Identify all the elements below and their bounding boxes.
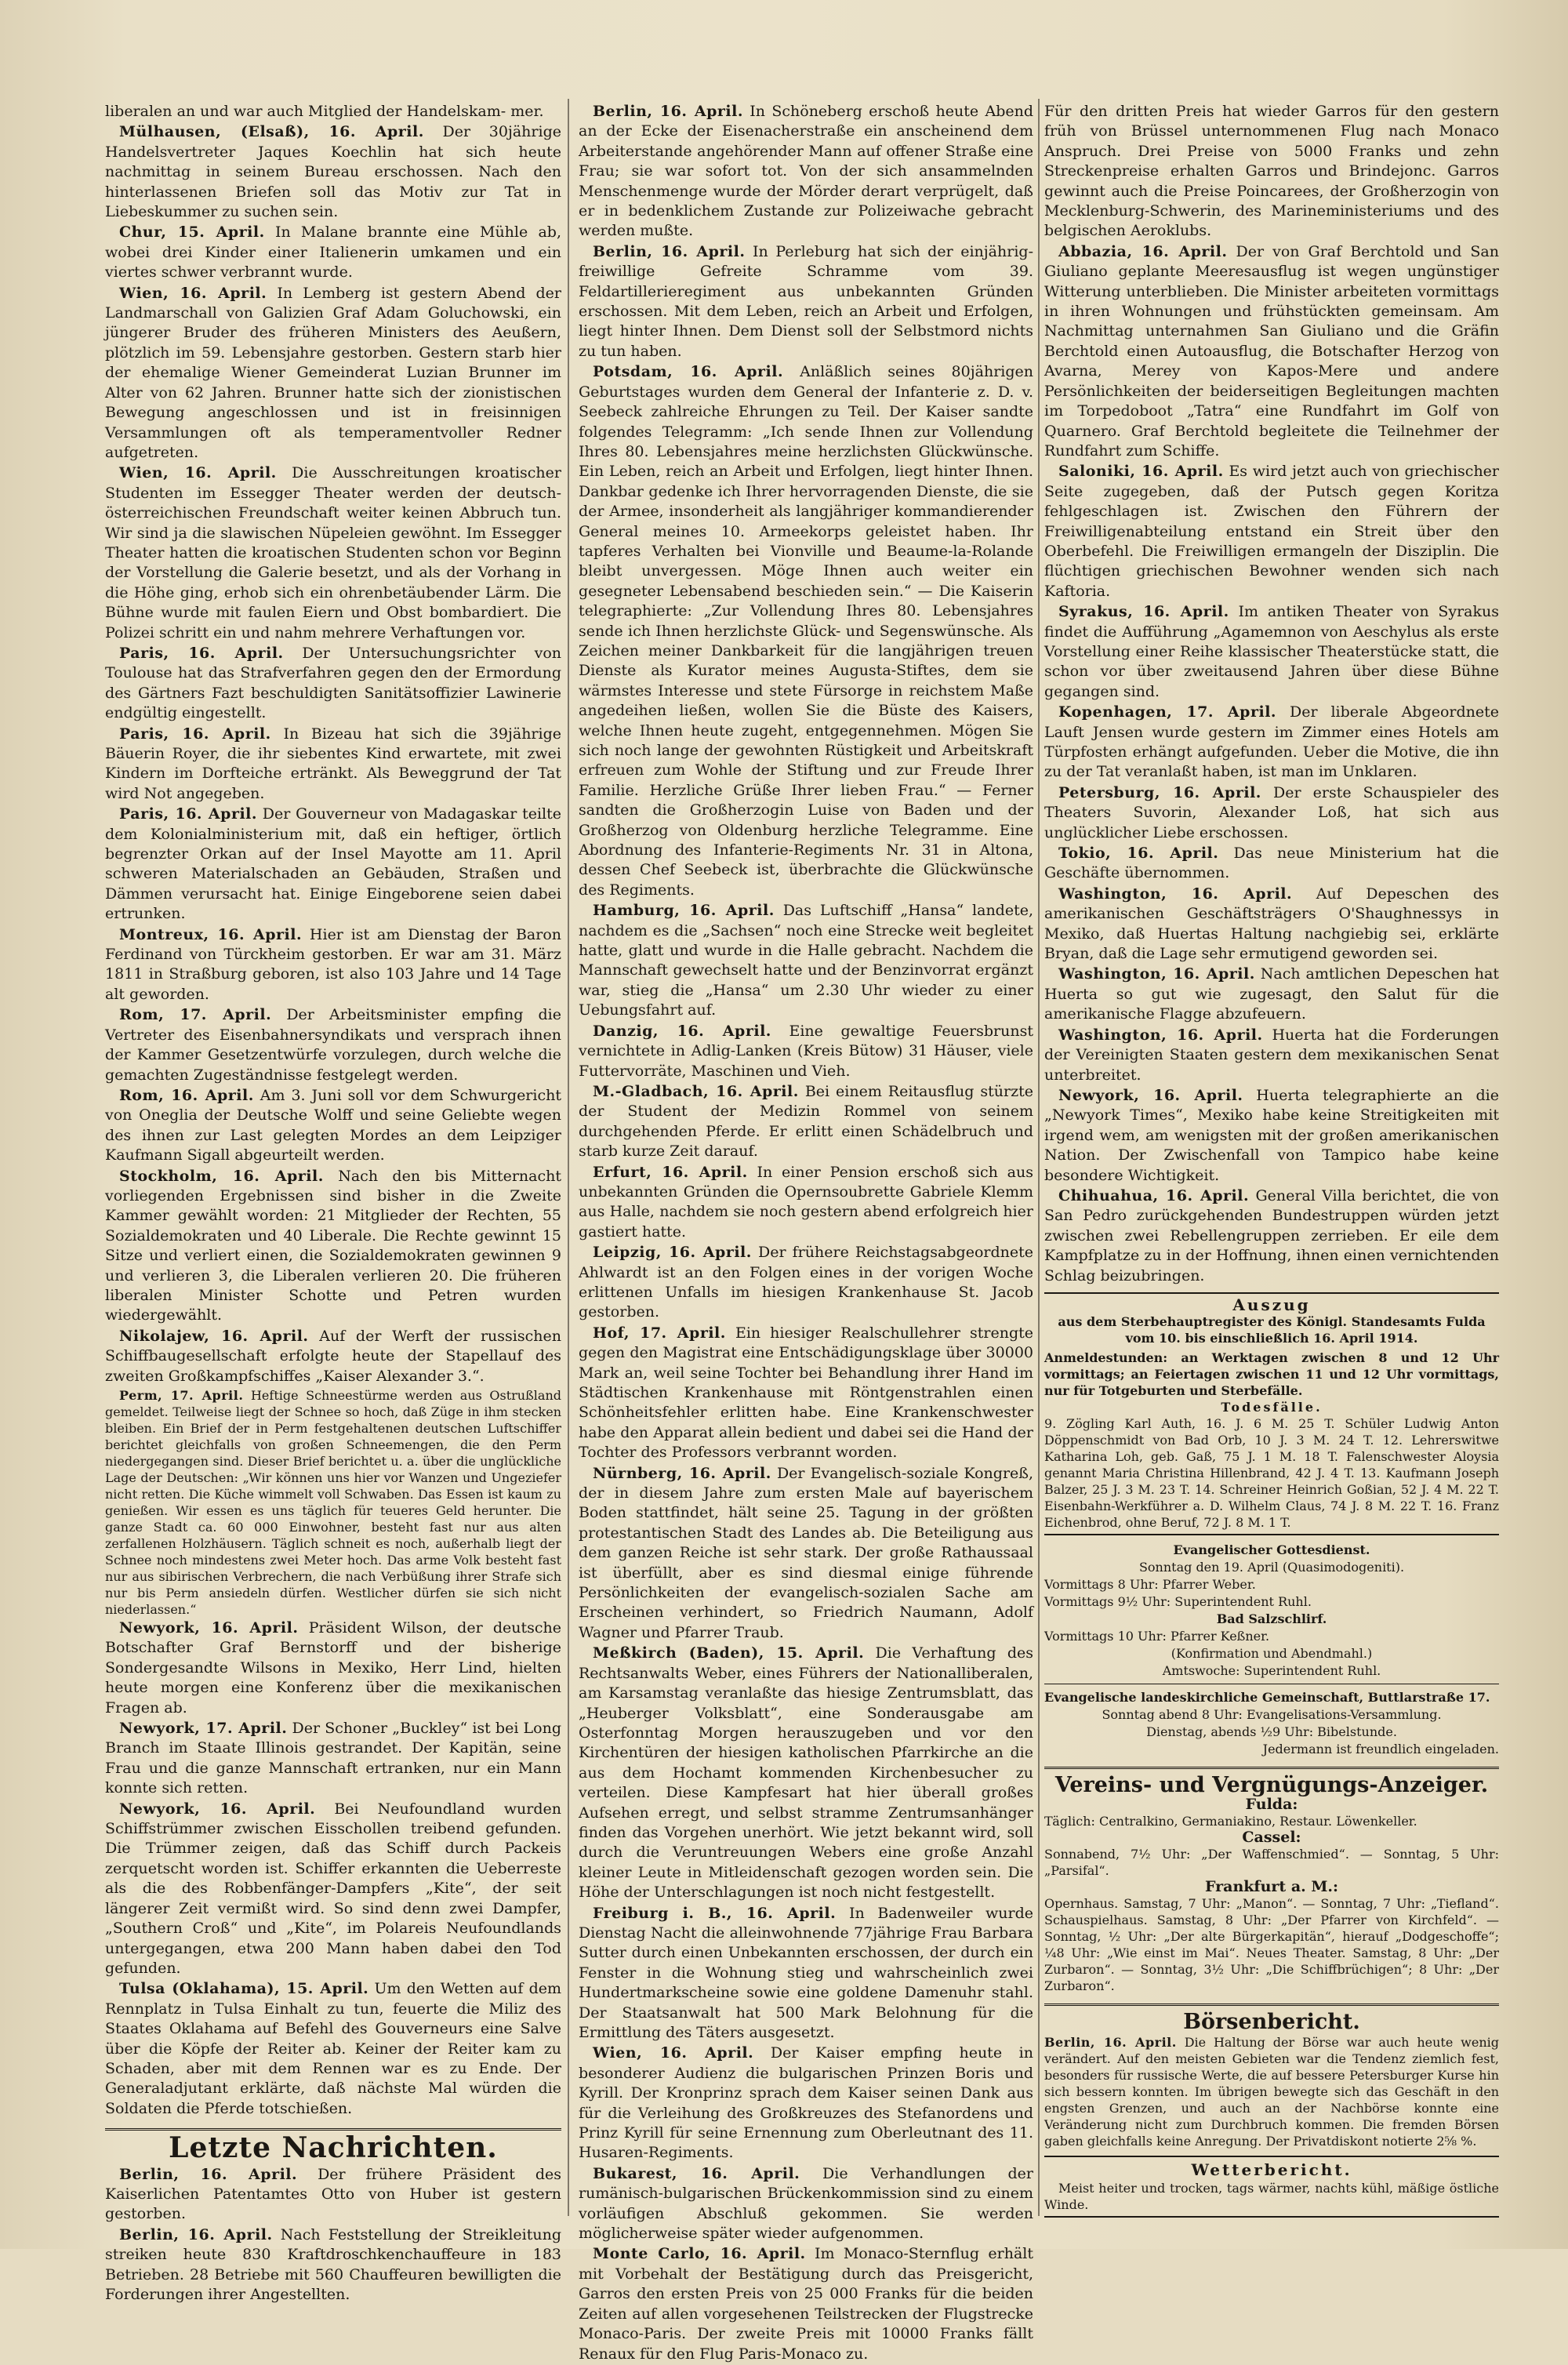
listing: Sonnabend, 7½ Uhr: „Der Waffenschmied“. — Sonntag, 5 Uhr: „Parsifal“. <box>1044 1847 1499 1879</box>
weather-heading: Wetterbericht. <box>1191 2160 1352 2179</box>
article: Hamburg, 16. April. Das Luftschiff „Hansa“ landete, nachdem es die „Sachsen“ noch eine Strecke weit begleitet hatte, glatt und wurde in die Halle gebracht. Nachdem die Mannschaft gewechselt hatte und der Benzinvorrat ergänzt war, stieg die „Hansa“ um 2.30 Uhr wieder zu einer Uebungsfahrt auf. <box>579 902 1033 1019</box>
article: Saloniki, 16. April. Es wird jetzt auch von griechischer Seite zugegeben, daß der Putsch gegen Koritza fehlgeschlagen ist. Zwischen den Führern der Freiwilligenabteilung entstand ein Streit über den Oberbefehl. Die Freiwilligen ermangeln der Disziplin. Die flüchtigen griechischen Bewohner wenden sich nach Kaftoria. <box>1044 463 1500 600</box>
article: Leipzig, 16. April. Der frühere Reichstagsabgeordnete Ahlwardt ist an den Folgen eines in der vorigen Woche erlittenen Unfalls im hiesigen Krankenhause St. Jacob gestorben. <box>579 1244 1033 1321</box>
city-heading: Frankfurt a. M.: <box>1204 1878 1339 1896</box>
article: Rom, 17. April. Der Arbeitsminister empfing die Vertreter des Eisenbahnersyndikats und versprach ihnen der Kammer Gesetzentwürfe vorzulegen, durch welche die gemachten Zugeständnisse festgelegt werden. <box>105 1006 561 1084</box>
section-heading: Letzte Nachrichten. <box>169 2131 498 2165</box>
death-register <box>1044 1292 1499 1535</box>
article: M.-Gladbach, 16. April. Bei einem Reitausflug stürzte der Student der Medizin Rommel von seinem durchgehenden Pferde. Er erlitt einen Schädelbruch und starb kurze Zeit darauf. <box>579 1082 1033 1161</box>
article: Tulsa (Oklahama), 15. April. Um den Wetten auf dem Rennplatz in Tulsa Einhalt zu tun, feuerte die Miliz des Staates Oklahama auf Befehl des Gouverneurs eine Salve über die Köpfe der Reiter ab. Keiner der Reiter kam zu Schaden, aber mit dem Rennen war es zu Ende. Der Generaladjutant erklärte, daß nächste Mal würden die Soldaten die Pferde totschießen. <box>105 1980 561 2117</box>
article: Nürnberg, 16. April. Der Evangelisch-soziale Kongreß, der in diesem Jahre zum ersten Male auf bayerischem Boden stattfindet, hält seine 25. Tagung in der größten protestantischen Stadt des Landes ab. Die Beteiligung aus dem ganzen Reiche ist sehr stark. Der große Rathaussaal ist überfüllt, aber es sind diesmal einige führende Persönlichkeiten der evangelisch-sozialen Sache am Erscheinen verhindert, so Friedrich Naumann, Adolf Wagner und Pfarrer Traub. <box>579 1464 1034 1641</box>
article: Meßkirch (Baden), 15. April. Die Verhaftung des Rechtsanwalts Weber, eines Führers der Nationalliberalen, am Karsamstag veranlaßte das hiesige Zentrumsblatt, das „Heuberger Volksblatt“, eine Sonderausgabe am Osterfonntag Morgen herauszugeben und vor den Kirchentüren der hiesigen katholischen Pfarrkirche an die aus dem Hochamt kommenden Kirchenbesucher zu verteilen. Diese Kampfesart hat hier überall großes Aufsehen erregt, und selbst stramme Zentrumsanhänger finden das Vorgehen unerhört. Wie jetzt bekannt wird, soll durch die Veruntreuungen Webers eine große Anzahl kleiner Leute in Mitleidenschaft gezogen worden sein. Die Höhe der Unterschlagungen ist noch nicht festgestellt. <box>579 1644 1033 1902</box>
register-subtitle: vom 10. bis einschließlich 16. April 1914. <box>1125 1330 1418 1346</box>
article: Hof, 17. April. Ein hiesiger Realschullehrer strengte gegen den Magistrat eine Entschädigungsklage über 30000 Mark an, weil seine Tochter bei Behandlung ihrer Hand im Städtischen Krankenhause mit Röntgenstrahlen einen Schönheitsfehler erlitten habe. Eine Krankenschwester habe den Apparat allein bedient und dabei sei die Hand der Tochter des Professors verbrannt worden. <box>579 1324 1034 1462</box>
article: Kopenhagen, 17. April. Der liberale Abgeordnete Lauft Jensen wurde gestern im Zimmer eines Hotels am Türpfosten erhängt aufgefunden. Ueber die Motive, die ihn zu der Tat veranlaßt haben, ist man im Unklaren. <box>1044 703 1500 781</box>
church-heading: Evangelischer Gottesdienst. <box>1173 1542 1370 1557</box>
article: Newyork, 16. April. Huerta telegraphierte an die „Newyork Times“, Mexiko habe keine Streitigkeiten mit irgend wem, am wenigsten mit der großen amerikanischen Nation. Der Zwischenfall von Tampico habe keine besondere Wichtigkeit. <box>1044 1086 1500 1184</box>
article: Wien, 16. April. In Lemberg ist gestern Abend der Landmarschall von Galizien Graf Adam Goluchowski, ein jüngerer Bruder des früheren Ministers des Aeußern, plötzlich im 59. Lebensjahre gestorben. Gestern starb hier der ehemalige Wiener Gemeinderat Luzian Brunner im Alter von 62 Jahren. Brunner hatte sich der zionistischen Bewegung angeschlossen und ist in freisinnigen Versammlungen oft als temperamentvoller Redner aufgetreten. <box>105 284 561 461</box>
article: Danzig, 16. April. Eine gewaltige Feuersbrunst vernichtete in Adlig-Lanken (Kreis Bütow) 31 Häuser, viele Futtervorräte, Maschinen und Vieh. <box>579 1022 1033 1080</box>
article: Abbazia, 16. April. Der von Graf Berchtold und San Giuliano geplante Meeresausflug ist wegen ungünstiger Witterung unterblieben. Die Minister arbeiteten vormittags in ihren Wohnungen und frühstückten gemeinsam. Am Nachmittag unternahmen San Giuliano und die Gräfin Berchtold einen Autoausflug, die Botschafter Herzog von Avarna, Merey von Kapos-Mere und andere Persönlichkeiten der beiderseitigen Begleitungen machten im Torpedoboot „Tatra“ eine Rundfahrt im Golf von Quarnero. Graf Berchtold begleitete die Teilnehmer der Rundfahrt zum Schiffe. <box>1044 242 1499 460</box>
section-rule <box>105 2128 561 2131</box>
weather-text: Meist heiter und trocken, tags wärmer, nachts kühl, mäßige östliche Winde. <box>1044 2181 1499 2213</box>
article: Erfurt, 16. April. In einer Pension erschoß sich aus unbekannten Gründen die Opernsoubrette Gabriele Klemm aus Halle, nachdem sie noch gestern abend erfolgreich hier gastiert hatte. <box>579 1163 1033 1241</box>
stock-report <box>1044 2034 1499 2149</box>
register-note: Anmeldestunden: an Werktagen zwischen 8 und 12 Uhr vormittags; an Feiertagen zwischen 11 und 12 Uhr vormittags, nur für Totgeburten und Sterbefälle. <box>1044 1350 1499 1398</box>
article: Newyork, 16. April. Bei Neufoundland wurden Schiffstrümmer zwischen Eisschollen treibend gefunden. Die Trümmer zeigen, daß das Schiff durch Packeis zerquetscht worden ist. Schiffer erkannten die Ueberreste als die des Robbenfänger-Dampfers „Kite“, der seit längerer Zeit vermißt wird. So sind denn zwei Dampfer, „Southern Croß“ und „Kite“, im Polareis Neufoundlands untergegangen, etwa 200 Mann haben dabei den Tod gefunden. <box>105 1800 561 1977</box>
church-line: Dienstag, abends ½9 Uhr: Bibelstunde. <box>1146 1724 1397 1739</box>
register-list: 9. Zögling Karl Auth, 16. J. 6 M. 25 T. Schüler Ludwig Anton Döppenschmidt von Bad Orb, 10 J. 3 M. 24 T. 12. Lehrerswitwe Katharina Loh, geb. Gaß, 75 J. 1 M. 18 T. Falenschwester Aloysia genannt Maria Christina Hillenbrand, 42 J. 4 T. 13. Kaufmann Joseph Balzer, 25 J. 3 M. 23 T. 14. Schreiner Heinrich Goßian, 52 J. 4 M. 22 T. Eisenbahn-Werkführer a. D. Wilhelm Claus, 74 J. 8 M. 22 T. 16. Franz Eichenbrod, ohne Beruf, 72 J. 8 M. 1 T. <box>1044 1415 1499 1530</box>
article: Paris, 16. April. Der Untersuchungsrichter von Toulouse hat das Strafverfahren gegen den der Ermordung des Gärtners Fazt beschuldigten Sanitätsoffizier Lawinerie endgültig eingestellt. <box>105 644 562 722</box>
section-heading: Börsenbericht. <box>1183 2010 1360 2035</box>
church-line: (Konfirmation und Abendmahl.) <box>1171 1645 1373 1661</box>
article: Washington, 16. April. Nach amtlichen Depeschen hat Huerta so gut wie zugesagt, den Salut für die amerikanische Flagge abzufeuern. <box>1044 965 1500 1023</box>
article: Montreux, 16. April. Hier ist am Dienstag der Baron Ferdinand von Türckheim gestorben. Er war am 31. März 1811 in Straßburg geboren, ist also 103 Jahre und 14 Tage alt geworden. <box>105 925 561 1003</box>
church-line: Vormittags 10 Uhr: Pfarrer Keßner. <box>1044 1628 1270 1644</box>
church-line: Sonntag den 19. April (Quasimodogeniti). <box>1138 1559 1405 1575</box>
column-middle <box>579 102 1033 2365</box>
article: Rom, 16. April. Am 3. Juni soll vor dem Schwurgericht von Oneglia der Deutsche Wolff und seine Geliebte wegen des ihnen zur Last gelegten Mordes an dem Leipziger Kaufmann Sigall abgeurteilt werden. <box>105 1086 561 1164</box>
article: Stockholm, 16. April. Nach den bis Mitternacht vorliegenden Ergebnissen sind bisher in die Zweite Kammer gewählt worden: 21 Mitglieder der Rechten, 55 Sozialdemokraten und 40 Liberale. Die Rechte gewinnt 15 Sitze und verliert einen, die Sozialdemokraten gewinnen 9 und verlieren 3, die Liberalen verlieren 20. Die früheren liberalen Minister Schotte und Petren wurden wiedergewählt. <box>105 1167 561 1324</box>
weather-report <box>1044 2156 1499 2218</box>
article: Chur, 15. April. In Malane brannte eine Mühle ab, wobei drei Kinder einer Italienerin umkamen und ein viertes schwer verbrannt wurde. <box>105 223 561 282</box>
church-heading: Evangelische landeskirchliche Gemeinschaft, Buttlarstraße 17. <box>1044 1689 1490 1705</box>
article: Perm, 17. April. Heftige Schneestürme werden aus Ostrußland gemeldet. Teilweise liegt der Schnee so hoch, daß Züge in ihm stecken bleiben. Ein Brief der in Perm festgehaltenen deutschen Luftschiffer berichtet gleichfalls von großen Schneemengen, die den Perm niedergegangen sind. Dieser Brief berichtet u. a. über die unglückliche Lage der Deutschen: „Wir können uns hier vor Wanzen und Ungeziefer nicht retten. Die Küche wimmelt voll Schwaben. Das Essen ist kaum zu genießen. Wir essen es uns täglich für teueres Geld herunter. Die ganze Stadt ca. 60 000 Einwohner, besteht fast nur aus alten zerfallenen Holzhäusern. Täglich schneit es noch, außerhalb liegt der Schnee noch mindestens zwei Meter hoch. Das arme Volk besteht fast nur aus sibirischen Verbrechern, die nach Verbüßung ihrer Strafe sich nur bis Perm ansiedeln dürfen. Westlicher dürfen sie sich nicht niederlassen.“ <box>105 1388 561 1617</box>
church-line: Bad Salzschlirf. <box>1216 1611 1327 1626</box>
article: Tokio, 16. April. Das neue Ministerium hat die Geschäfte übernommen. <box>1044 845 1499 882</box>
article: Newyork, 17. April. Der Schoner „Buckley“ ist bei Long Branch im Staate Illinois gestrandet. Der Kapitän, seine Frau und die ganze Mannschaft ertranken, nur ein Mann konnte sich retten. <box>105 1720 561 1797</box>
section-heading: Vereins- und Vergnügungs-Anzeiger. <box>1054 1772 1489 1797</box>
article: Potsdam, 16. April. Anläßlich seines 80jährigen Geburtstages wurden dem General der Infanterie z. D. v. Seebeck zahlreiche Ehrungen zu Teil. Der Kaiser sandte folgendes Telegramm: „Ich sende Ihnen zur Vollendung Ihres 80. Lebensjahres meine herzlichsten Glückwünsche. Ein Leben, reich an Arbeit und Erfolgen, liegt hinter Ihnen. Dankbar gedenke ich Ihrer hervorragenden Dienste, die sie der Armee, insonderheit als langjähriger kommandierender General meines 10. Armeekorps geleistet haben. Ihr tapferes Verhalten bei Vionville und Beaume-la-Rolande bleibt unvergessen. Möge Ihnen auch weiter ein gesegneter Lebensabend beschieden sein.“ — Die Kaiserin telegraphierte: „Zur Vollendung Ihres 80. Lebensjahres sende ich Ihnen herzlichste Glück- und Segenswünsche. Als Zeichen meiner Dankbarkeit für die langjährigen treuen Dienste als Kurator meines Augusta-Stiftes, dem sie wärmstes Interesse und stete Fürsorge in reichstem Maße angedeihen ließen, wollen Sie die Büste des Kaisers, welche Ihnen heute zugeht, entgegennehmen. Mögen Sie sich noch lange der gewohnten Rüstigkeit und Arbeitskraft erfreuen zum Wohle der Stiftung und zur Freude Ihrer Familie. Herzliche Grüße Ihrer lieben Frau.“ — Ferner sandten die Großherzogin Luise von Baden und der Großherzog von Oldenburg herzliche Telegramme. Eine Abordnung des Infanterie-Regiments Nr. 31 in Altona, dessen Chef Seebeck ist, überbrachte die Glückwünsche des Regiments. <box>579 363 1033 899</box>
article: Newyork, 16. April. Präsident Wilson, der deutsche Botschafter Graf Bernstorff und der bisherige Sondergesandte Wilsons in Mexiko, Herr Lind, hielten heute morgen eine Konferenz über die mexikanischen Fragen ab. <box>105 1619 562 1717</box>
article: Nikolajew, 16. April. Auf der Werft der russischen Schiffbaugesellschaft erfolgte heute der Stapellauf des zweiten Großkampfschiffes „Kaiser Alexander 3.“. <box>105 1327 561 1385</box>
church-line: Sonntag abend 8 Uhr: Evangelisations-Versammlung. <box>1102 1706 1442 1722</box>
section-rule <box>1044 2004 1499 2006</box>
column-divider <box>1038 99 1040 2216</box>
article: Berlin, 16. April. In Schöneberg erschoß heute Abend an der Ecke der Eisenacherstraße ein anscheinend dem Arbeiterstande angehörender Mann auf offener Straße eine Frau; sie war sofort tot. Von der sich ansammelnden Menschenmenge wurde der Mörder derart verprügelt, daß er in bedenklichem Zustande zur Polizeiwache gebracht werden mußte. <box>579 103 1033 240</box>
church-line: Amtswoche: Superintendent Ruhl. <box>1162 1662 1381 1678</box>
article: Paris, 16. April. Der Gouverneur von Madagaskar teilte dem Kolonialministerium mit, daß ein heftiger, örtlich begrenzter Orkan auf der Insel Mayotte am 11. April schweren Materialschaden an Gebäuden, Straßen und Dämmen verursacht hat. Einige Eingeborene seien dabei ertrunken. <box>105 805 561 923</box>
column-left <box>105 102 561 2305</box>
article: Mülhausen, (Elsaß), 16. April. Der 30jährige Handelsvertreter Jaques Koechlin hat sich heute nachmittag in seinem Bureau erschossen. Nach den hinterlassenen Briefen soll das Motiv zur Tat in Liebeskummer zu suchen sein. <box>105 123 561 221</box>
article: Berlin, 16. April. Nach Feststellung der Streikleitung streiken heute 830 Kraftdroschkenchauffeure in 183 Betrieben. 28 Betriebe mit 560 Chauffeuren bewilligten die Forderungen ihrer Angestellten. <box>105 2225 561 2303</box>
section-rule <box>1044 1767 1499 1769</box>
report-text: Die Haltung der Börse war auch heute wenig verändert. Auf den meisten Gebieten war die Tendenz ziemlich fest, besonders für russische Werte, die auf bessere Petersburger Kurse hin sich bessern konnten. Im übrigen bewegte sich das Geschäft in den engsten Grenzen, und auch an der Nachbörse konnte eine Veränderung nicht zum Durchbruch kommen. Die fremden Börsen gaben gleichfalls keine Anregung. Der Privatdiskont notierte 2⅝ %. <box>1044 2034 1499 2149</box>
article: Freiburg i. B., 16. April. In Badenweiler wurde Dienstag Nacht die alleinwohnende 77jährige Frau Barbara Sutter durch einen Unbekannten erschossen, der durch ein Fenster in die Wohnung stieg und wahrscheinlich zwei Hundertmarkscheine sowie eine goldene Damenuhr stahl. Der Staatsanwalt hat 500 Mark Belohnung für die Ermittlung des Täters ausgesetzt. <box>579 1904 1033 2041</box>
register-subtitle: aus dem Sterbehauptregister des Königl. Standesamts Fulda <box>1058 1313 1486 1329</box>
article: Wien, 16. April. Der Kaiser empfing heute in besonderer Audienz die bulgarischen Prinzen Boris und Kyrill. Der Kronprinz sprach dem Kaiser seinen Dank aus für die Verleihung des Großkreuzes des Stefanordens und Prinz Kyrill für seine Ernennung zum Oberleutnant des 11. Husaren-Regiments. <box>579 2044 1033 2162</box>
city-heading: Fulda: <box>1245 1796 1298 1814</box>
article: Wien, 16. April. Die Ausschreitungen kroatischer Studenten im Essegger Theater werden der deutsch-österreichischen Freundschaft weiter keinen Abbruch tun. Wir sind ja die slawischen Nüpeleien gewöhnt. Im Essegger Theater hatten die kroatischen Studenten schon vor Beginn der Vorstellung die Galerie besetzt, und als der Vorhang in die Höhe ging, erhob sich ein ohrenbetäubender Lärm. Die Bühne wurde mit faulen Eiern und Obst bombardiert. Die Polizei schritt ein und nahm mehrere Verhaftungen vor. <box>105 464 561 641</box>
article: Monte Carlo, 16. April. Im Monaco-Sternflug erhält mit Vorbehalt der Bestätigung durch das Preisgericht, Garros den ersten Preis von 25 000 Franks für die beiden Zeiten auf allen vorgesehenen Teilstrecken der Flugstrecke Monaco-Paris. Der zweite Preis mit 10000 Franks fällt Renaux für den Flug Paris-Monaco zu. <box>579 2245 1033 2363</box>
article: Bukarest, 16. April. Die Verhandlungen der rumänisch-bulgarischen Brückenkommission sind zu einem vorläufigen Abschluß gekommen. Sie werden möglicherweise später wieder aufgenommen. <box>579 2164 1033 2243</box>
register-title: Auszug <box>1232 1295 1311 1314</box>
article-continuation: Für den dritten Preis hat wieder Garros für den gestern früh von Brüssel unternommenen Flug nach Monaco Anspruch. Drei Preise von 5000 Franks und zehn Streckenpreise erhalten Garros und Brindejonc. Garros gewinnt auch die Preise Poincarees, der Großherzogin von Mecklenburg-Schwerin, des Marineministeriums und des belgischen Aeroklubs. <box>1044 103 1499 240</box>
city-heading: Cassel: <box>1242 1829 1301 1847</box>
listing: Opernhaus. Samstag, 7 Uhr: „Manon“. — Sonntag, 7 Uhr: „Tiefland“. Schauspielhaus. Samstag, 8 Uhr: „Der Pfarrer von Kirchfeld“. — Sonntag, ½ Uhr: „Der alte Bürgerkapitän“, hierauf „Dodgeschoffe“; ¼8 Uhr: „Wie einst im Mai“. Neues Theater. Samstag, 8 Uhr: „Der Zurbaron“. — Sonntag, 3½ Uhr: „Die Schiffbrüchigen“; 8 Uhr: „Der Zurbaron“. <box>1044 1896 1499 1994</box>
article: Berlin, 16. April. Der frühere Präsident des Kaiserlichen Patentamtes Otto von Huber ist gestern gestorben. <box>105 2165 561 2223</box>
church-line: Vormittags 8 Uhr: Pfarrer Weber. <box>1044 1576 1256 1592</box>
article: Berlin, 16. April. In Perleburg hat sich der einjährig-freiwillige Gefreite Schramme vom 39. Feldartillerieregiment aus unbekannten Gründen erschossen. Mit dem Leben, reich an Arbeit und Erfolgen, liegt hinter Ihnen. Dem Dienst soll der Selbstmord nichts zu tun haben. <box>579 242 1033 360</box>
article: Washington, 16. April. Auf Depeschen des amerikanischen Geschäftsträgers O'Shaughnessys in Mexiko, daß Huertas Haltung nachgiebig sei, erklärte Bryan, daß die Lage sehr ermutigend geworden sei. <box>1044 885 1499 963</box>
article: Petersburg, 16. April. Der erste Schauspieler des Theaters Suvorin, Alexander Loß, hat sich aus unglücklicher Liebe erschossen. <box>1044 783 1500 841</box>
article: Paris, 16. April. In Bizeau hat sich die 39jährige Bäuerin Royer, die ihr siebentes Kind erwartete, mit zwei Kindern im Dorfteiche ertränkt. Als Beweggrund der Tat wird Not angegeben. <box>105 725 562 802</box>
dateline: Berlin, 16. April. <box>1044 2034 1177 2050</box>
church-line: Jedermann ist freundlich eingeladen. <box>1262 1741 1499 1756</box>
church-notices <box>1044 1542 1499 1757</box>
listing: Täglich: Centralkino, Germaniakino, Restaur. Löwenkeller. <box>1044 1814 1417 1829</box>
register-deaths-heading: Todesfälle. <box>1221 1399 1323 1415</box>
article-continuation: liberalen an und war auch Mitglied der Handelskam- mer. <box>105 103 544 120</box>
church-line: Vormittags 9½ Uhr: Superintendent Ruhl. <box>1044 1593 1312 1609</box>
column-divider <box>568 99 569 2216</box>
article: Washington, 16. April. Huerta hat die Forderungen der Vereinigten Staaten gestern dem mexikanischen Senat unterbreitet. <box>1044 1026 1500 1084</box>
entertainment-listings <box>1044 1796 1499 1994</box>
column-right <box>1044 102 1499 2218</box>
article: Syrakus, 16. April. Im antiken Theater von Syrakus findet die Aufführung „Agamemnon von Aeschylus als erste Vorstellung einer Reihe klassischer Theaterstücke statt, die schon vor über zweitausend Jahren über diese Bühne gegangen sind. <box>1044 603 1500 700</box>
article: Chihuahua, 16. April. General Villa berichtet, die von San Pedro zurückgehenden Bundestruppen würden jetzt zwischen zwei Rebellengruppen zerrieben. Er eile dem Kampfplatze zu in der Hoffnung, ihnen einen vernichtenden Schlag beizubringen. <box>1044 1186 1499 1284</box>
